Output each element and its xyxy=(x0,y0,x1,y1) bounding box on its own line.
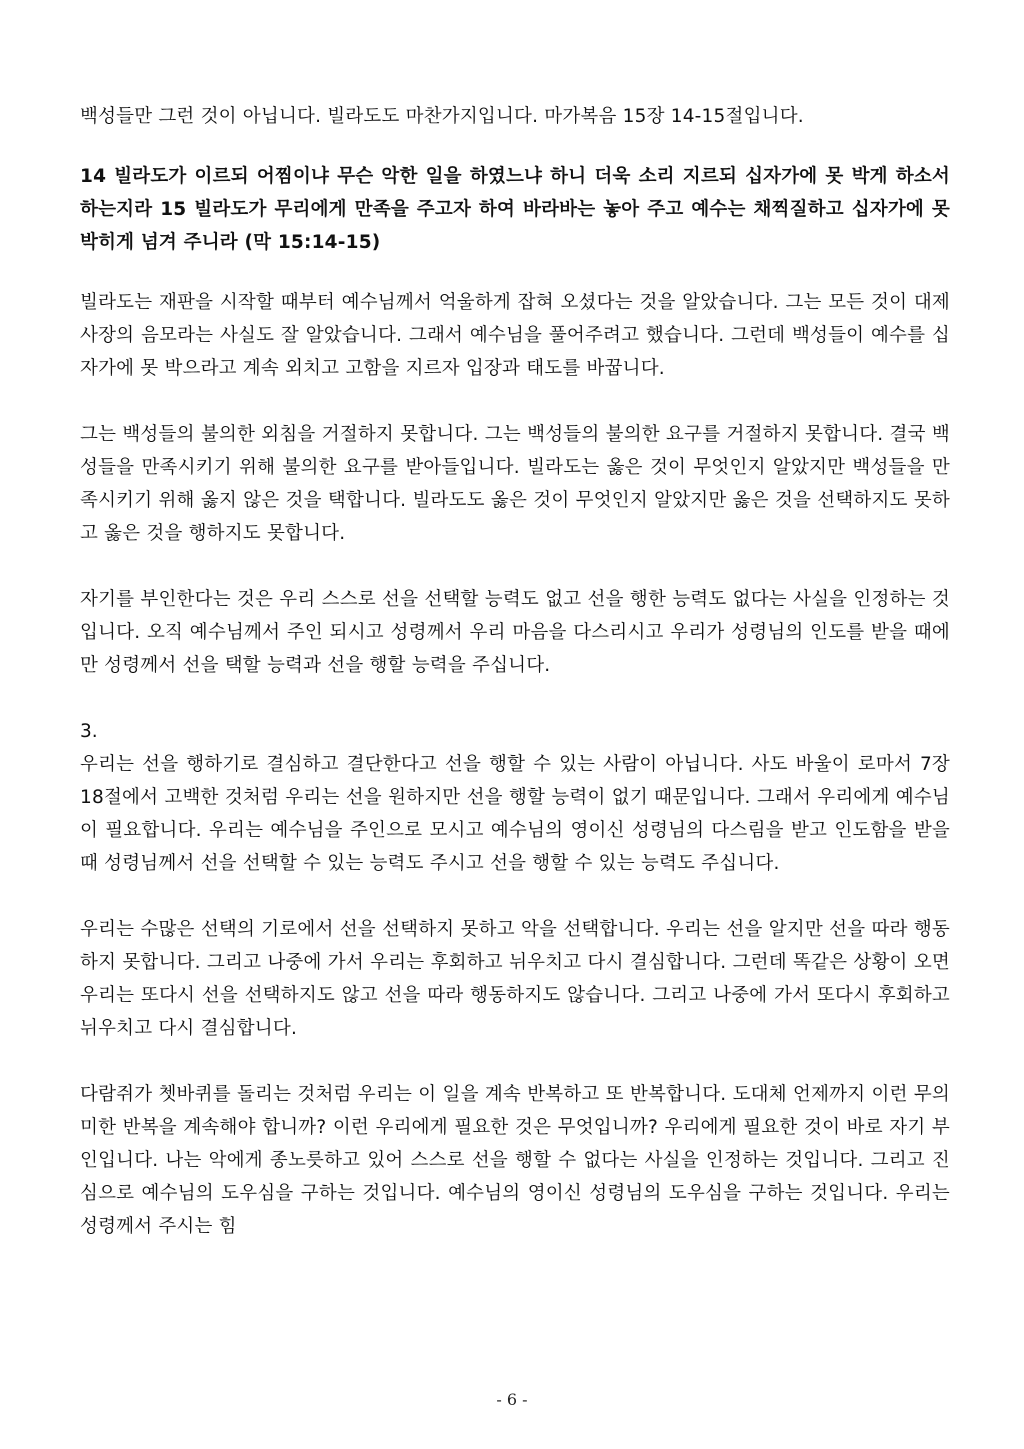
paragraph-self-denial: 자기를 부인한다는 것은 우리 스스로 선을 선택할 능력도 없고 선을 행한 능력도 없다는 사실을 인정하는 것입니다. 오직 예수님께서 주인 되시고 성령께서 우리 마음을 다스리시고 우리가 성령님의 인도를 받을 때에만 성령께서 선을 택할 능력과 선을 행할 능력을 주십니다. xyxy=(80,589,950,676)
page-number: - 6 - xyxy=(496,1390,528,1409)
paragraph-pilate-choice: 그는 백성들의 불의한 외침을 거절하지 못합니다. 그는 백성들의 불의한 요구를 거절하지 못합니다. 결국 백성들을 만족시키기 위해 불의한 요구를 받아들입니다. 빌라도는 옳은 것이 무엇인지 알았지만 백성들을 만족시키기 위해 옳지 않은 것을 택합니다. 빌라도도 옳은 것이 무엇인지 알았지만 옳은 것을 선택하지도 못하고 옳은 것을 행하지도 못합니다. xyxy=(80,424,950,544)
document-body xyxy=(80,100,950,1276)
paragraph-squirrel-wheel: 다람쥐가 쳇바퀴를 돌리는 것처럼 우리는 이 일을 계속 반복하고 또 반복합니다. 도대체 언제까지 이런 무의미한 반복을 계속해야 합니까? 이런 우리에게 필요한 것은 무엇입니까? 우리에게 필요한 것이 바로 자기 부인입니다. 나는 악에게 종노릇하고 있어 스스로 선을 행할 수 없다는 사실을 인정하는 것입니다. 그리고 진심으로 예수님의 도우심을 구하는 것입니다. 예수님의 영이신 성령님의 도우심을 구하는 것입니다. 우리는 성령께서 주시는 힘 xyxy=(80,1084,950,1237)
scripture-quote: 14 빌라도가 이르되 어찜이냐 무슨 악한 일을 하였느냐 하니 더욱 소리 지르되 십자가에 못 박게 하소서 하는지라 15 빌라도가 무리에게 만족을 주고자 하여 바라바는 놓아 주고 예수는 채찍질하고 십자가에 못 박히게 넘겨 주니라 (막 15:14-15) xyxy=(80,166,950,253)
section-number: 3. xyxy=(80,721,98,742)
paragraph-intro: 백성들만 그런 것이 아닙니다. 빌라도도 마찬가지입니다. 마가복음 15장 14-15절입니다. xyxy=(80,106,804,127)
paragraph-repeated-failure: 우리는 수많은 선택의 기로에서 선을 선택하지 못하고 악을 선택합니다. 우리는 선을 알지만 선을 따라 행동하지 못합니다. 그리고 나중에 가서 우리는 후회하고 뉘우치고 다시 결심합니다. 그런데 똑같은 상황이 오면 우리는 또다시 선을 선택하지도 않고 선을 따라 행동하지도 않습니다. 그리고 나중에 가서 또다시 후회하고 뉘우치고 다시 결심합니다. xyxy=(80,919,950,1039)
paragraph-need-jesus: 우리는 선을 행하기로 결심하고 결단한다고 선을 행할 수 있는 사람이 아닙니다. 사도 바울이 로마서 7장 18절에서 고백한 것처럼 우리는 선을 원하지만 선을 행할 능력이 없기 때문입니다. 그래서 우리에게 예수님이 필요합니다. 우리는 예수님을 주인으로 모시고 예수님의 영이신 성령님의 다스림을 받고 인도함을 받을 때 성령님께서 선을 선택할 수 있는 능력도 주시고 선을 행할 수 있는 능력도 주십니다. xyxy=(80,754,950,874)
paragraph-pilate-trial: 빌라도는 재판을 시작할 때부터 예수님께서 억울하게 잡혀 오셨다는 것을 알았습니다. 그는 모든 것이 대제사장의 음모라는 사실도 잘 알았습니다. 그래서 예수님을 풀어주려고 했습니다. 그런데 백성들이 예수를 십자가에 못 박으라고 계속 외치고 고함을 지르자 입장과 태도를 바꿉니다. xyxy=(80,292,950,379)
